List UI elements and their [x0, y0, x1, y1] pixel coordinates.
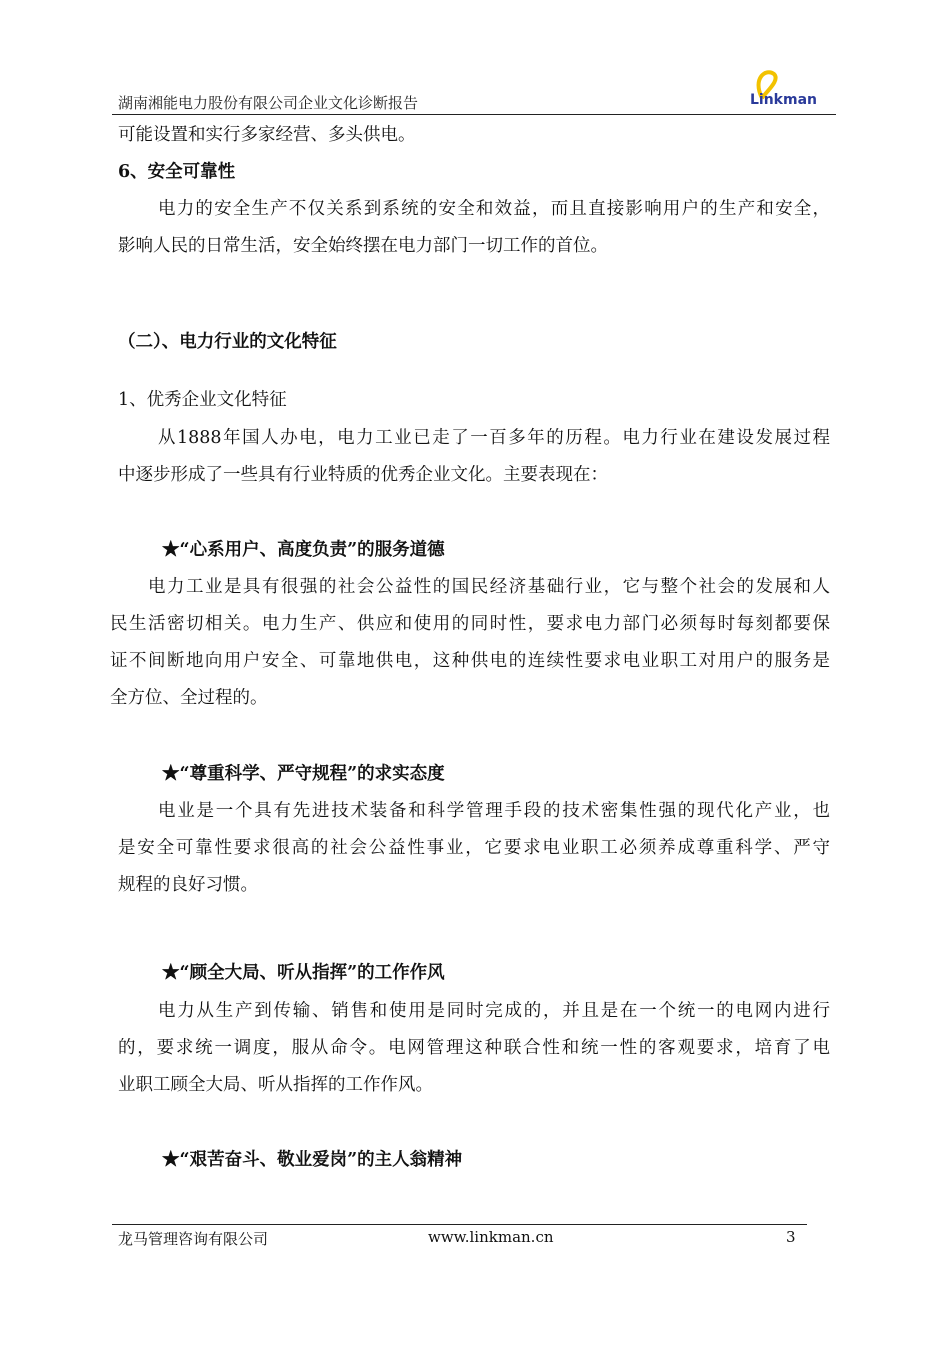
svg-text:Linkman: Linkman — [750, 92, 817, 108]
subsection-heading: 1、优秀企业文化特征 — [118, 390, 287, 410]
footer-website: www.linkman.cn — [428, 1228, 554, 1246]
text-line: 的，要求统一调度，服从命令。电网管理这种联合性和统一性的客观要求，培育了电 — [118, 1038, 830, 1058]
text-line: 民生活密切相关。电力生产、供应和使用的同时性，要求电力部门必须每时每刻都要保 — [110, 614, 830, 634]
star-heading: ★“心系用户、高度负责”的服务道德 — [162, 540, 445, 560]
footer-rule — [112, 1224, 807, 1225]
star-heading: ★“艰苦奋斗、敬业爱岗”的主人翁精神 — [162, 1150, 463, 1170]
page-number: 3 — [786, 1228, 796, 1246]
text-line: 中逐步形成了一些具有行业特质的优秀企业文化。主要表现在： — [118, 465, 608, 485]
text-line: 电力工业是具有很强的社会公益性的国民经济基础行业，它与整个社会的发展和人 — [148, 577, 830, 597]
text-line: 电业是一个具有先进技术装备和科学管理手段的技术密集性强的现代化产业，也 — [158, 801, 830, 821]
text-line: 影响人民的日常生活，安全始终摆在电力部门一切工作的首位。 — [118, 236, 608, 256]
star-heading: ★“顾全大局、听从指挥”的工作作风 — [162, 963, 445, 983]
text-line: 证不间断地向用户安全、可靠地供电，这种供电的连续性要求电业职工对用户的服务是 — [110, 651, 830, 671]
text-line: 可能设置和实行多家经营、多头供电。 — [118, 125, 416, 145]
linkman-logo — [748, 68, 818, 108]
text-line: 全方位、全过程的。 — [110, 688, 268, 708]
text-line: 电力的安全生产不仅关系到系统的安全和效益，而且直接影响用户的生产和安全， — [158, 199, 830, 219]
text-line: 是安全可靠性要求很高的社会公益性事业，它要求电业职工必须养成尊重科学、严守 — [118, 838, 830, 858]
text-line: 业职工顾全大局、听从指挥的工作作风。 — [118, 1075, 433, 1095]
section-heading: （二）、电力行业的文化特征 — [118, 332, 337, 352]
section-heading: 6、安全可靠性 — [118, 162, 236, 182]
header-title: 湖南湘能电力股份有限公司企业文化诊断报告 — [118, 94, 419, 112]
text-line: 电力从生产到传输、销售和使用是同时完成的，并且是在一个统一的电网内进行 — [158, 1001, 830, 1021]
footer-company: 龙马管理咨询有限公司 — [118, 1230, 269, 1248]
text-line: 从1888年国人办电，电力工业已走了一百多年的历程。电力行业在建设发展过程 — [158, 428, 830, 448]
header-rule — [112, 114, 836, 115]
star-heading: ★“尊重科学、严守规程”的求实态度 — [162, 764, 445, 784]
text-line: 规程的良好习惯。 — [118, 875, 258, 895]
